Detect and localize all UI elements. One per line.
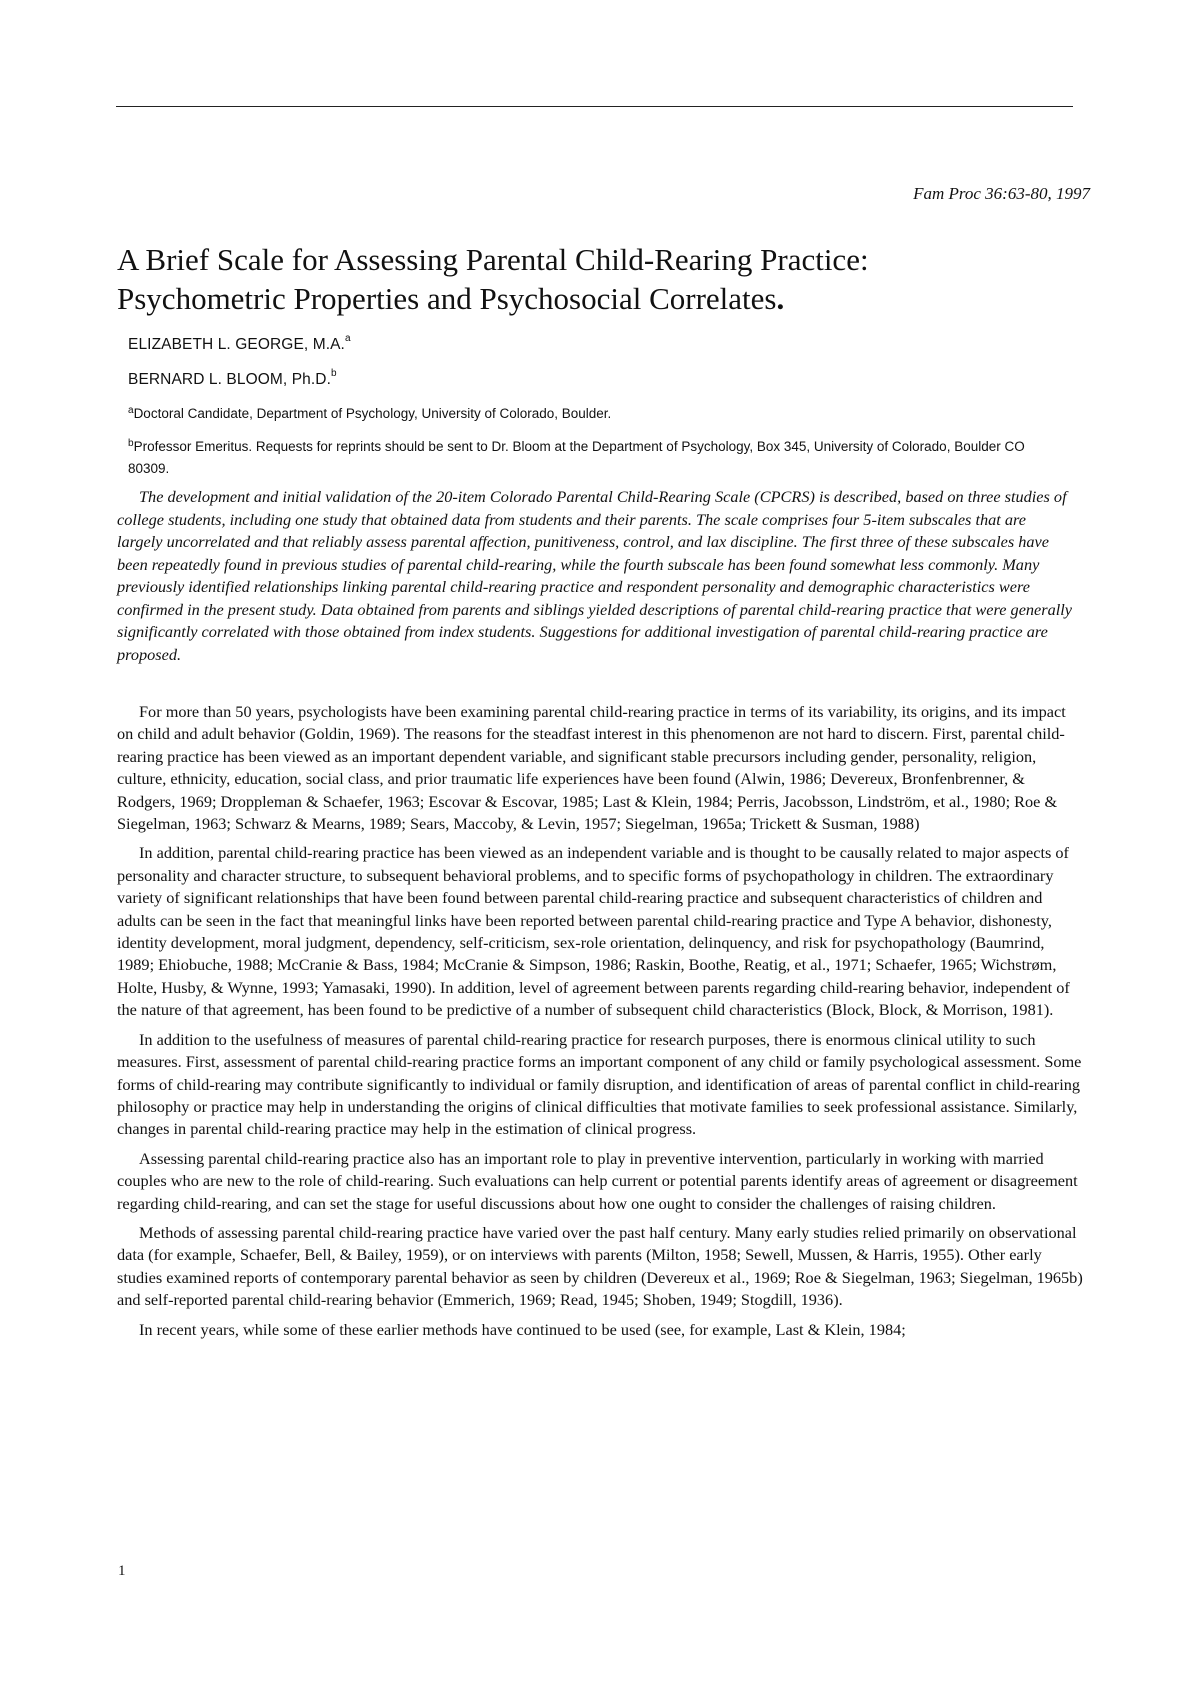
abstract: The development and initial validation of the 20-item Colorado Parental Child-Rearing Scale (CPCRS) is described, based on three studies of college students, including one study that obtained data from students and their parents. The scale comprises four 5-item subscales that are largely uncorrelated and that reliably assess parental affection, punitiveness, control, and lax discipline. The first three of these subscales have been repeatedly found in previous studies of parental child-rearing, while the fourth subscale has been found somewhat less commonly. Many previously identified relationships linking parental child-rearing practice and respondent personality and demographic characteristics were confirmed in the present study. Data obtained from parents and siblings yielded descriptions of parental child-rearing practice that were generally significantly correlated with those obtained from index students. Suggestions for additional investigation of parental child-rearing practice are proposed.	[117, 487, 1073, 664]
title-period: .	[776, 281, 785, 316]
affiliation-1	[128, 403, 1058, 425]
affiliation-text: Doctoral Candidate, Department of Psychology, University of Colorado, Boulder.	[133, 406, 612, 421]
header-rule	[116, 106, 1073, 107]
body-text	[117, 701, 1085, 1348]
author-1	[128, 333, 351, 354]
article-title	[117, 240, 1097, 318]
author-affiliation-mark: a	[344, 333, 351, 344]
affiliation-mark: b	[128, 438, 134, 449]
body-paragraph: In addition, parental child-rearing practice has been viewed as an independent variable and is thought to be causally related to major aspects of personality and character structure, to subsequent behavioral problems, and to specific forms of psychopathology in children. The extraordinary variety of significant relationships that have been found between parental child-rearing practice and subsequent characteristics of children and adults can be seen in the fact that meaningful links have been reported between parental child-rearing practice and Type A behavior, dishonesty, identity development, moral judgment, dependency, self-criticism, sex-role orientation, delinquency, and risk for psychopathology (Baumrind, 1989; Ehiobuche, 1988; McCranie & Bass, 1984; McCranie & Simpson, 1986; Raskin, Boothe, Reatig, et al., 1971; Schaefer, 1965; Wichstrøm, Holte, Husby, & Wynne, 1993; Yamasaki, 1990). In addition, level of agreement between parents regarding child-rearing behavior, independent of the nature of that agreement, has been found to be predictive of a number of subsequent child characteristics (Block, Block, & Morrison, 1981).	[117, 843, 1070, 1020]
title-line-2: Psychometric Properties and Psychosocial Correlates	[117, 281, 777, 316]
affiliation-mark: a	[128, 405, 134, 416]
body-paragraph: Assessing parental child-rearing practice also has an important role to play in preventive intervention, particularly in working with married couples who are new to the role of child-rearing. Such evaluations can help current or potential parents identify areas of agreement or disagreement regarding child-rearing, and can set the stage for useful discussions about how one ought to consider the challenges of raising children.	[117, 1148, 1078, 1213]
body-paragraph: In addition to the usefulness of measures of parental child-rearing practice for research purposes, there is enormous clinical utility to such measures. First, assessment of parental child-rearing practice forms an important component of any child or family psychological assessment. Some forms of child-rearing may contribute significantly to individual or family disruption, and identification of areas of parental conflict in child-rearing philosophy or practice may help in understanding the origins of clinical difficulties that motivate families to seek professional assistance. Similarly, changes in parental child-rearing practice may help in the estimation of clinical progress.	[117, 1029, 1082, 1139]
affiliation-2	[128, 436, 1058, 480]
journal-citation: Fam Proc 36:63-80, 1997	[913, 184, 1090, 203]
author-affiliation-mark: b	[331, 368, 337, 379]
affiliation-text: Professor Emeritus. Requests for reprints should be sent to Dr. Bloom at the Department of Psychology, Box 345, University of Colorado, Boulder CO 80309.	[128, 439, 1025, 476]
body-paragraph: In recent years, while some of these earlier methods have continued to be used (see, for example, Last & Klein, 1984;	[139, 1319, 906, 1339]
author-name: ELIZABETH L. GEORGE, M.A.	[128, 336, 345, 353]
author-name: BERNARD L. BLOOM, Ph.D.	[128, 371, 331, 388]
body-paragraph: For more than 50 years, psychologists have been examining parental child-rearing practice in terms of its variability, its origins, and its impact on child and adult behavior (Goldin, 1969). The reasons for the steadfast interest in this phenomenon are not hard to discern. First, parental child-rearing practice has been viewed as an important dependent variable, and significant stable precursors including gender, personality, religion, culture, ethnicity, education, social class, and prior traumatic life experiences have been found (Alwin, 1986; Devereux, Bronfenbrenner, & Rodgers, 1969; Droppleman & Schaefer, 1963; Escovar & Escovar, 1985; Last & Klein, 1984; Perris, Jacobsson, Lindström, et al., 1980; Roe & Siegelman, 1963; Schwarz & Mearns, 1989; Sears, Maccoby, & Levin, 1957; Siegelman, 1965a; Trickett & Susman, 1988)	[117, 702, 1066, 834]
page-number: 1	[118, 1563, 126, 1579]
title-line-1: A Brief Scale for Assessing Parental Child-Rearing Practice:	[117, 242, 869, 277]
body-paragraph: Methods of assessing parental child-rearing practice have varied over the past half century. Many early studies relied primarily on observational data (for example, Schaefer, Bell, & Bailey, 1959), or on interviews with parents (Milton, 1958; Sewell, Mussen, & Harris, 1955). Other early studies examined reports of contemporary parental behavior as seen by children (Devereux et al., 1969; Roe & Siegelman, 1963; Siegelman, 1965b) and self-reported parental child-rearing behavior (Emmerich, 1969; Read, 1945; Shoben, 1949; Stogdill, 1936).	[117, 1222, 1083, 1310]
author-2	[128, 368, 337, 389]
